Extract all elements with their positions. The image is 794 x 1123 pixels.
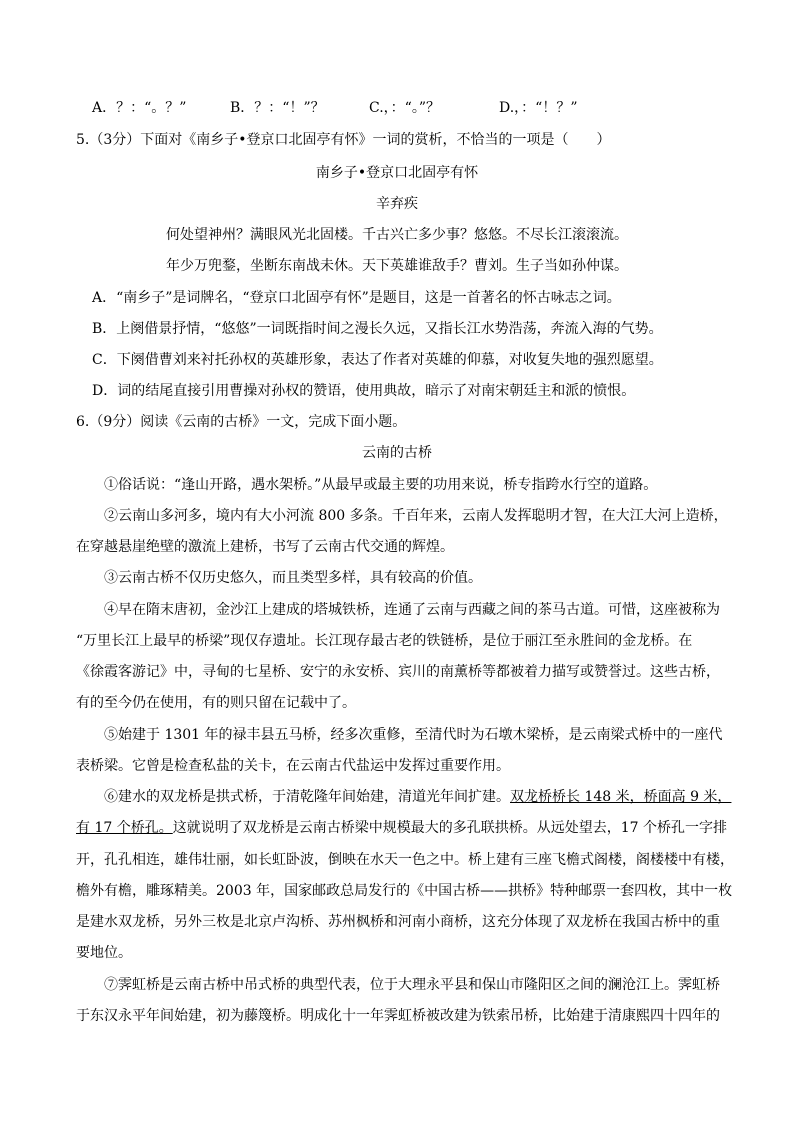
paragraph-4-line-3: 《徐霞客游记》中，寻甸的七星桥、安宁的永安桥、宾川的南薰桥等都被着力描写或赞誉过。这些古桥， <box>76 664 720 680</box>
option-b: B．？：“！”？ <box>230 100 325 116</box>
paragraph-5-line-2: 表桥梁。它曾是检查私盐的关卡，在云南古代盐运中发挥过重要作用。 <box>76 758 510 774</box>
underlined-sentence-end: 有 17 个桥孔。 <box>76 820 173 836</box>
paragraph-6-line-4: 檐外有檐，雕琢精美。2003 年，国家邮政总局发行的《中国古桥——拱桥》特种邮票一套四枚，其中一枚 <box>76 883 733 899</box>
poem-line-1: 何处望神州？满眼风光北固楼。千古兴亡多少事？悠悠。不尽长江滚滚流。 <box>166 227 628 243</box>
paragraph-6-line-5: 是建水双龙桥，另外三枚是北京卢沟桥、苏州枫桥和河南小商桥，这充分体现了双龙桥在我国古桥中的重 <box>76 914 720 930</box>
paragraph-5-line-1: ⑤始建于 1301 年的禄丰县五马桥，经多次重修，至清代时为石墩木梁桥，是云南梁式桥中的一座代 <box>104 727 723 743</box>
paragraph-4-line-4: 有的至今仍在使用，有的则只留在记载中了。 <box>76 695 356 711</box>
q5-option-a: A．“南乡子”是词牌名，“登京口北固亭有怀”是题目，这是一首著名的怀古咏志之词。 <box>92 290 621 306</box>
paragraph-4-line-2: “万里长江上最早的桥梁”现仅存遗址。长江现存最古老的铁链桥，是位于丽江至永胜间的金龙桥。在 <box>76 633 693 649</box>
poem-author: 辛弃疾 <box>376 196 418 212</box>
question-6-stem: 6.（9分）阅读《云南的古桥》一文，完成下面小题。 <box>76 414 407 430</box>
paragraph-7-line-1: ⑦霁虹桥是云南古桥中吊式桥的典型代表，位于大理永平县和保山市隆阳区之间的澜沧江上。霁虹桥 <box>104 977 720 993</box>
q5-option-d: D．词的结尾直接引用曹操对孙权的赞语，使用典故，暗示了对南宋朝廷主和派的愤恨。 <box>92 383 636 399</box>
paragraph-7-line-2: 于东汉永平年间始建，初为藤篾桥。明成化十一年霁虹桥被改建为铁索吊桥，比始建于清康熙四十四年的 <box>76 1008 720 1024</box>
paragraph-1: ①俗话说：“逢山开路，遇水架桥。”从最早或最主要的功用来说，桥专指跨水行空的道路。 <box>104 477 658 493</box>
paragraph-6-line-3: 开，孔孔相连，雄伟壮丽，如长虹卧波，倒映在水天一色之中。桥上建有三座飞檐式阁楼，阁楼楼中有楼， <box>76 852 734 868</box>
poem-line-2: 年少万兜鍪，坐断东南战未休。天下英雄谁敌手？曹刘。生子当如孙仲谋。 <box>166 258 628 274</box>
article-title: 云南的古桥 <box>362 445 432 461</box>
option-a: A．？：“。？” <box>92 100 187 116</box>
paragraph-6-line-1 <box>104 787 731 807</box>
q5-option-c: C．下阕借曹刘来衬托孙权的英雄形象，表达了作者对英雄的仰慕，对收复失地的强烈愿望。 <box>92 352 663 368</box>
poem-title: 南乡子•登京口北固亭有怀 <box>315 165 479 181</box>
question-5-stem: 5.（3分）下面对《南乡子•登京口北固亭有怀》一词的赏析，不恰当的一项是（ ） <box>76 132 611 148</box>
q5-option-b: B．上阕借景抒情，“悠悠”一词既指时间之漫长久远，又指长江水势浩荡，奔流入海的气势。 <box>92 321 663 337</box>
paragraph-6-text: 这就说明了双龙桥是云南古桥梁中规模最大的多孔联拱桥。从远处望去，17 个桥孔一字排 <box>172 820 727 836</box>
paragraph-4-line-1: ④早在隋末唐初，金沙江上建成的塔城铁桥，连通了云南与西藏之间的茶马古道。可惜，这座被称为 <box>104 602 720 618</box>
paragraph-2-line-1: ②云南山多河多，境内有大小河流 800 多条。千百年来，云南人发挥聪明才智，在大江大河上造桥， <box>104 508 728 524</box>
option-c: C.，：“。”？ <box>369 100 440 116</box>
underlined-sentence: 双龙桥桥长 148 米，桥面高 9 米， <box>510 789 732 805</box>
paragraph-6-line-6: 要地位。 <box>76 945 132 961</box>
paragraph-2-line-2: 在穿越悬崖绝壁的激流上建桥，书写了云南古代交通的辉煌。 <box>76 539 454 555</box>
paragraph-6-text: ⑥建水的双龙桥是拱式桥，于清乾隆年间始建，清道光年间扩建。 <box>104 789 510 805</box>
option-d: D.，：“！？” <box>499 100 578 116</box>
paragraph-6-line-2 <box>76 818 727 838</box>
paragraph-3: ③云南古桥不仅历史悠久，而且类型多样，具有较高的价值。 <box>104 570 482 586</box>
